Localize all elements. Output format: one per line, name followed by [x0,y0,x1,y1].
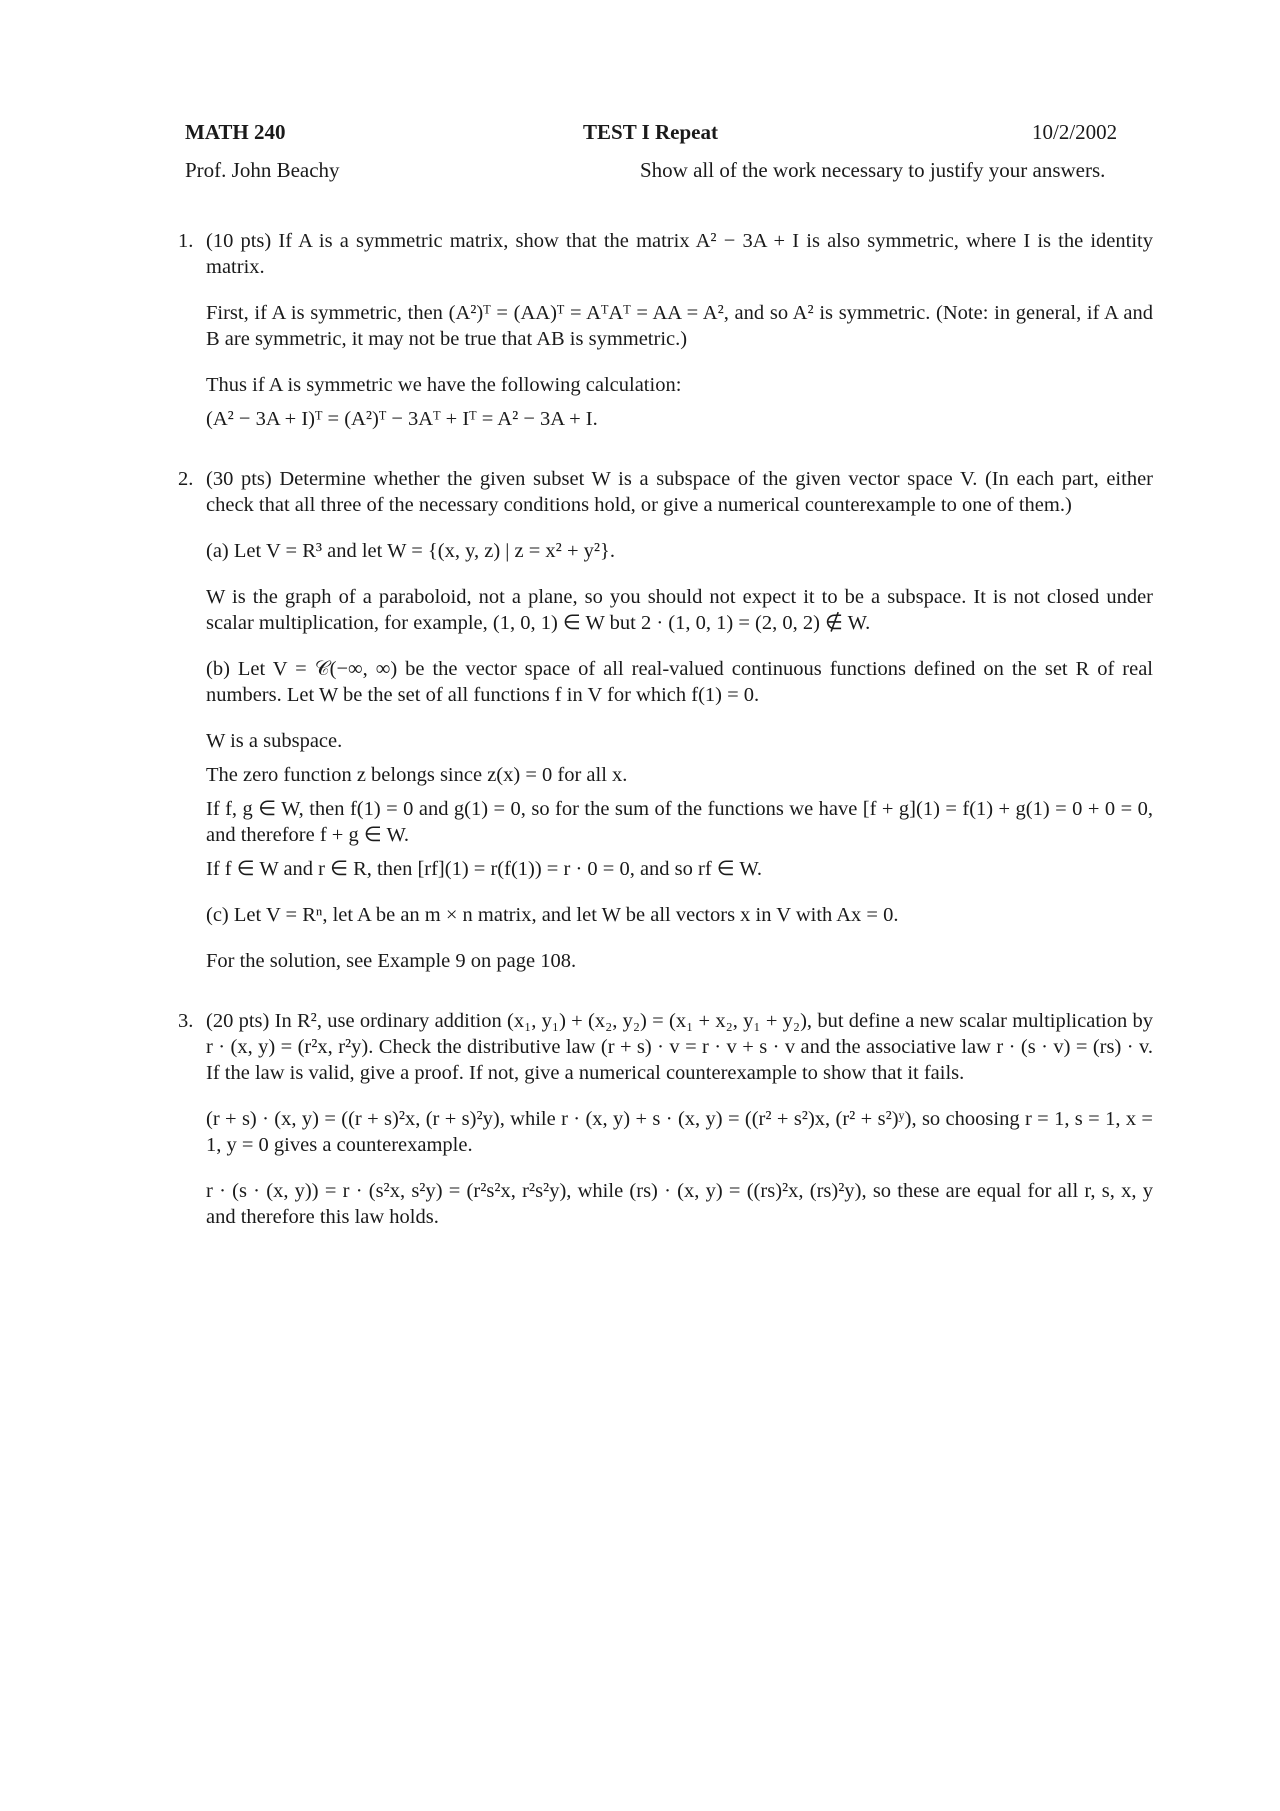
solution-paragraph: Thus if A is symmetric we have the following calculation: [206,374,682,396]
solution-paragraph: First, if A is symmetric, then (A²)ᵀ = (AA)ᵀ = AᵀAᵀ = AA = A², and so A² is symmetric. (Note: in general, if A and B are symmetric, it may not be true that AB is symmetric.) [206,302,1153,350]
problem-1 [178,228,1153,432]
problem-statement: (20 pts) In R², use ordinary addition (x₁, y₁) + (x₂, y₂) = (x₁ + x₂, y₁ + y₂), but define a new scalar multiplication by r · (x, y) = (r²x, r²y). Check the distributive law (r + s) · v = r · v + s · v and the associative law r · (s · v) = (rs) · v. If the law is valid, give a proof. If not, give a numerical counterexample to show that it fails. [206,1010,1153,1084]
part-b-solution: If f ∈ W and r ∈ R, then [rf](1) = r(f(1)) = r · 0 = 0, and so rf ∈ W. [206,858,763,880]
problem-number: 2. [178,468,194,490]
part-c-statement: (c) Let V = Rⁿ, let A be an m × n matrix, and let W be all vectors x in V with Ax = 0. [206,904,899,926]
solution-paragraph: (r + s) · (x, y) = ((r + s)²x, (r + s)²y), while r · (x, y) + s · (x, y) = ((r² + s²)x, (r² + s²)ʸ), so choosing r = 1, s = 1, x = 1, y = 0 gives a counterexample. [206,1108,1153,1156]
course-label: MATH 240 [185,120,286,144]
part-b-solution: W is a subspace. [206,730,343,752]
test-title: TEST I Repeat [583,120,718,144]
problem-statement: (30 pts) Determine whether the given subset W is a subspace of the given vector space V. (In each part, either check that all three of the necessary conditions hold, or give a numerical counterexample to one of them.) [206,468,1153,516]
problem-3 [178,1008,1153,1230]
solution-paragraph: r · (s · (x, y)) = r · (s²x, s²y) = (r²s²x, r²s²y), while (rs) · (x, y) = ((rs)²x, (rs)²y), so these are equal for all r, s, x, y and therefore this law holds. [206,1180,1153,1228]
part-b-solution: If f, g ∈ W, then f(1) = 0 and g(1) = 0, so for the sum of the functions we have [f + g](1) = f(1) + g(1) = 0 + 0 = 0, and therefore f + g ∈ W. [206,798,1153,846]
problem-2 [178,466,1153,974]
professor-name: Prof. John Beachy [185,158,340,182]
instructions: Show all of the work necessary to justify your answers. [640,158,1106,182]
problem-number: 1. [178,230,194,252]
part-b-solution: The zero function z belongs since z(x) = 0 for all x. [206,764,628,786]
part-b-statement: (b) Let V = 𝒞(−∞, ∞) be the vector space of all real-valued continuous functions defined on the set R of real numbers. Let W be the set of all functions f in V for which f(1) = 0. [206,658,1153,706]
test-date: 10/2/2002 [1032,120,1118,144]
problems-list [178,228,1153,1264]
problem-number: 3. [178,1010,194,1032]
problem-statement: (10 pts) If A is a symmetric matrix, show that the matrix A² − 3A + I is also symmetric, where I is the identity matrix. [206,230,1153,278]
part-a-solution: W is the graph of a paraboloid, not a plane, so you should not expect it to be a subspace. It is not closed under scalar multiplication, for example, (1, 0, 1) ∈ W but 2 · (1, 0, 1) = (2, 0, 2) ∉ W. [206,586,1153,634]
part-c-solution: For the solution, see Example 9 on page 108. [206,950,577,972]
part-a-statement: (a) Let V = R³ and let W = {(x, y, z) | z = x² + y²}. [206,540,615,562]
solution-equation: (A² − 3A + I)ᵀ = (A²)ᵀ − 3Aᵀ + Iᵀ = A² − 3A + I. [206,408,598,430]
